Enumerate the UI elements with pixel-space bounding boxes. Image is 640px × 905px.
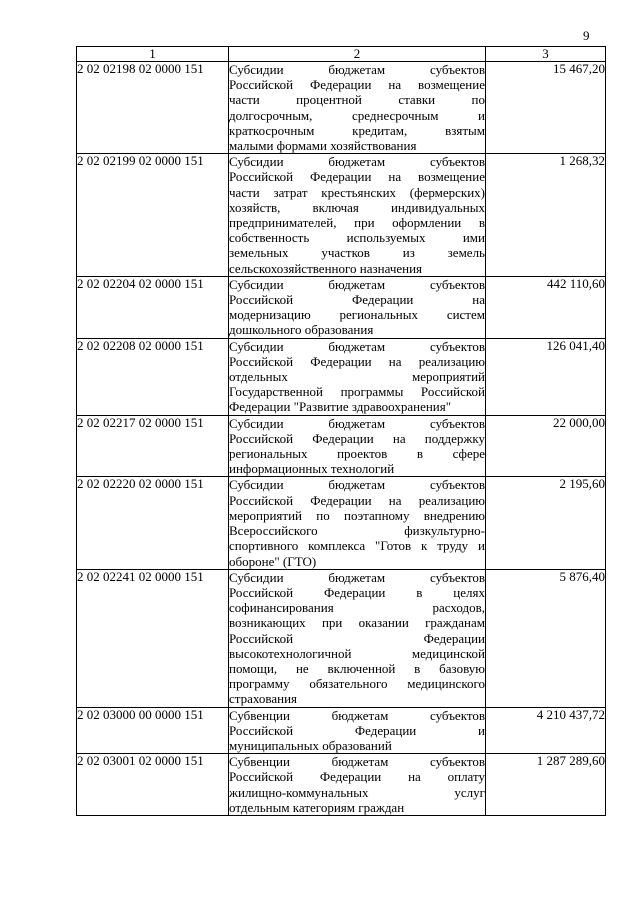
description-line: Субсидии бюджетам субъектов (229, 62, 485, 77)
description-line: Субсидии бюджетам субъектов (229, 338, 485, 354)
description-cell (229, 754, 486, 816)
description-line: региональных проектов в сфере (229, 446, 485, 462)
description-line: малыми формами хозяйствования (229, 138, 417, 154)
description-cell (229, 154, 486, 277)
amount-cell: 1 268,32 (486, 154, 606, 277)
budget-code-cell: 2 02 02199 02 0000 151 (77, 154, 229, 277)
description-line: дошкольного образования (229, 322, 374, 338)
page-number: 9 (583, 28, 590, 43)
description-line: софинансирования расходов, (229, 600, 485, 616)
description-line: спортивного комплекса "Готов к труду и (229, 538, 485, 554)
description-line: Российской Федерации на возмещение (229, 77, 485, 93)
description-cell (229, 415, 486, 477)
amount-cell: 22 000,00 (486, 415, 606, 477)
description-line: муниципальных образований (229, 737, 392, 753)
amount-cell: 4 210 437,72 (486, 707, 606, 754)
amount-cell: 126 041,40 (486, 338, 606, 415)
description-line: Российской Федерации и (229, 722, 485, 738)
header-row (77, 47, 606, 62)
budget-code-cell: 2 02 02241 02 0000 151 (77, 569, 229, 707)
description-line: отдельным категориям граждан (229, 799, 405, 815)
amount-cell: 442 110,60 (486, 276, 606, 338)
budget-code-cell: 2 02 02217 02 0000 151 (77, 415, 229, 477)
header-cell-2: 2 (229, 47, 486, 62)
table-row (77, 154, 606, 277)
table-row (77, 754, 606, 816)
description-line: сельскохозяйственного назначения (229, 260, 423, 276)
description-line: Субсидии бюджетам субъектов (229, 276, 485, 292)
amount-cell: 5 876,40 (486, 569, 606, 707)
description-line: Субсидии бюджетам субъектов (229, 154, 485, 170)
description-line: отдельных мероприятий (229, 369, 485, 385)
description-line: помощи, не включенной в базовую (229, 660, 485, 676)
budget-code-cell: 2 02 03001 02 0000 151 (77, 754, 229, 816)
description-line: долгосрочным, среднесрочным и (229, 107, 485, 123)
description-line: Российской Федерации на возмещение (229, 169, 485, 185)
description-line: Федерации "Развитие здравоохранения" (229, 399, 452, 415)
description-line: страхования (229, 691, 298, 707)
table-row (77, 569, 606, 707)
description-line: жилищно-коммунальных услуг (229, 784, 485, 800)
description-line: модернизацию региональных систем (229, 307, 485, 323)
header-cell-1: 1 (77, 47, 229, 62)
description-line: земельных участков из земель (229, 245, 485, 261)
description-line: обороне" (ГТО) (229, 553, 317, 569)
description-line: Российской Федерации на оплату (229, 769, 485, 785)
description-line: Субсидии бюджетам субъектов (229, 477, 485, 493)
description-line: Российской Федерации на реализацию (229, 353, 485, 369)
description-line: Российской Федерации (229, 630, 485, 646)
description-line: программу обязательного медицинского (229, 676, 485, 692)
description-line: собственность используемых ими (229, 230, 485, 246)
budget-code-cell: 2 02 02220 02 0000 151 (77, 477, 229, 569)
description-cell (229, 276, 486, 338)
description-line: Российской Федерации на реализацию (229, 492, 485, 508)
description-line: Российской Федерации в целях (229, 584, 485, 600)
description-cell (229, 569, 486, 707)
header-cell-3: 3 (486, 47, 606, 62)
description-line: высокотехнологичной медицинской (229, 645, 485, 661)
table-row (77, 276, 606, 338)
budget-code-cell: 2 02 02198 02 0000 151 (77, 62, 229, 154)
table-row (77, 338, 606, 415)
description-line: хозяйств, включая индивидуальных (229, 199, 485, 215)
budget-code-cell: 2 02 02208 02 0000 151 (77, 338, 229, 415)
description-line: Субсидии бюджетам субъектов (229, 415, 485, 431)
description-line: Российской Федерации на (229, 292, 485, 308)
amount-cell: 1 287 289,60 (486, 754, 606, 816)
budget-table (76, 46, 606, 816)
table-row (77, 415, 606, 477)
description-line: возникающих при оказании гражданам (229, 615, 485, 631)
description-line: Российской Федерации на поддержку (229, 430, 485, 446)
description-line: информационных технологий (229, 461, 395, 477)
budget-code-cell: 2 02 02204 02 0000 151 (77, 276, 229, 338)
description-line: Государственной программы Российской (229, 384, 485, 400)
description-line: предпринимателей, при оформлении в (229, 215, 485, 231)
amount-cell: 2 195,60 (486, 477, 606, 569)
description-line: Субвенции бюджетам субъектов (229, 754, 485, 770)
table-row (77, 707, 606, 754)
description-line: Субсидии бюджетам субъектов (229, 569, 485, 585)
description-line: краткосрочным кредитам, взятым (229, 122, 485, 138)
description-line: Субвенции бюджетам субъектов (229, 707, 485, 723)
description-line: части затрат крестьянских (фермерских) (229, 184, 485, 200)
description-line: Всероссийского физкультурно- (229, 523, 485, 539)
amount-cell: 15 467,20 (486, 62, 606, 154)
table-row (77, 477, 606, 569)
description-line: части процентной ставки по (229, 92, 485, 108)
description-cell (229, 707, 486, 754)
description-cell (229, 62, 486, 154)
budget-code-cell: 2 02 03000 00 0000 151 (77, 707, 229, 754)
description-cell (229, 477, 486, 569)
table-row (77, 62, 606, 154)
description-line: мероприятий по поэтапному внедрению (229, 507, 485, 523)
description-cell (229, 338, 486, 415)
